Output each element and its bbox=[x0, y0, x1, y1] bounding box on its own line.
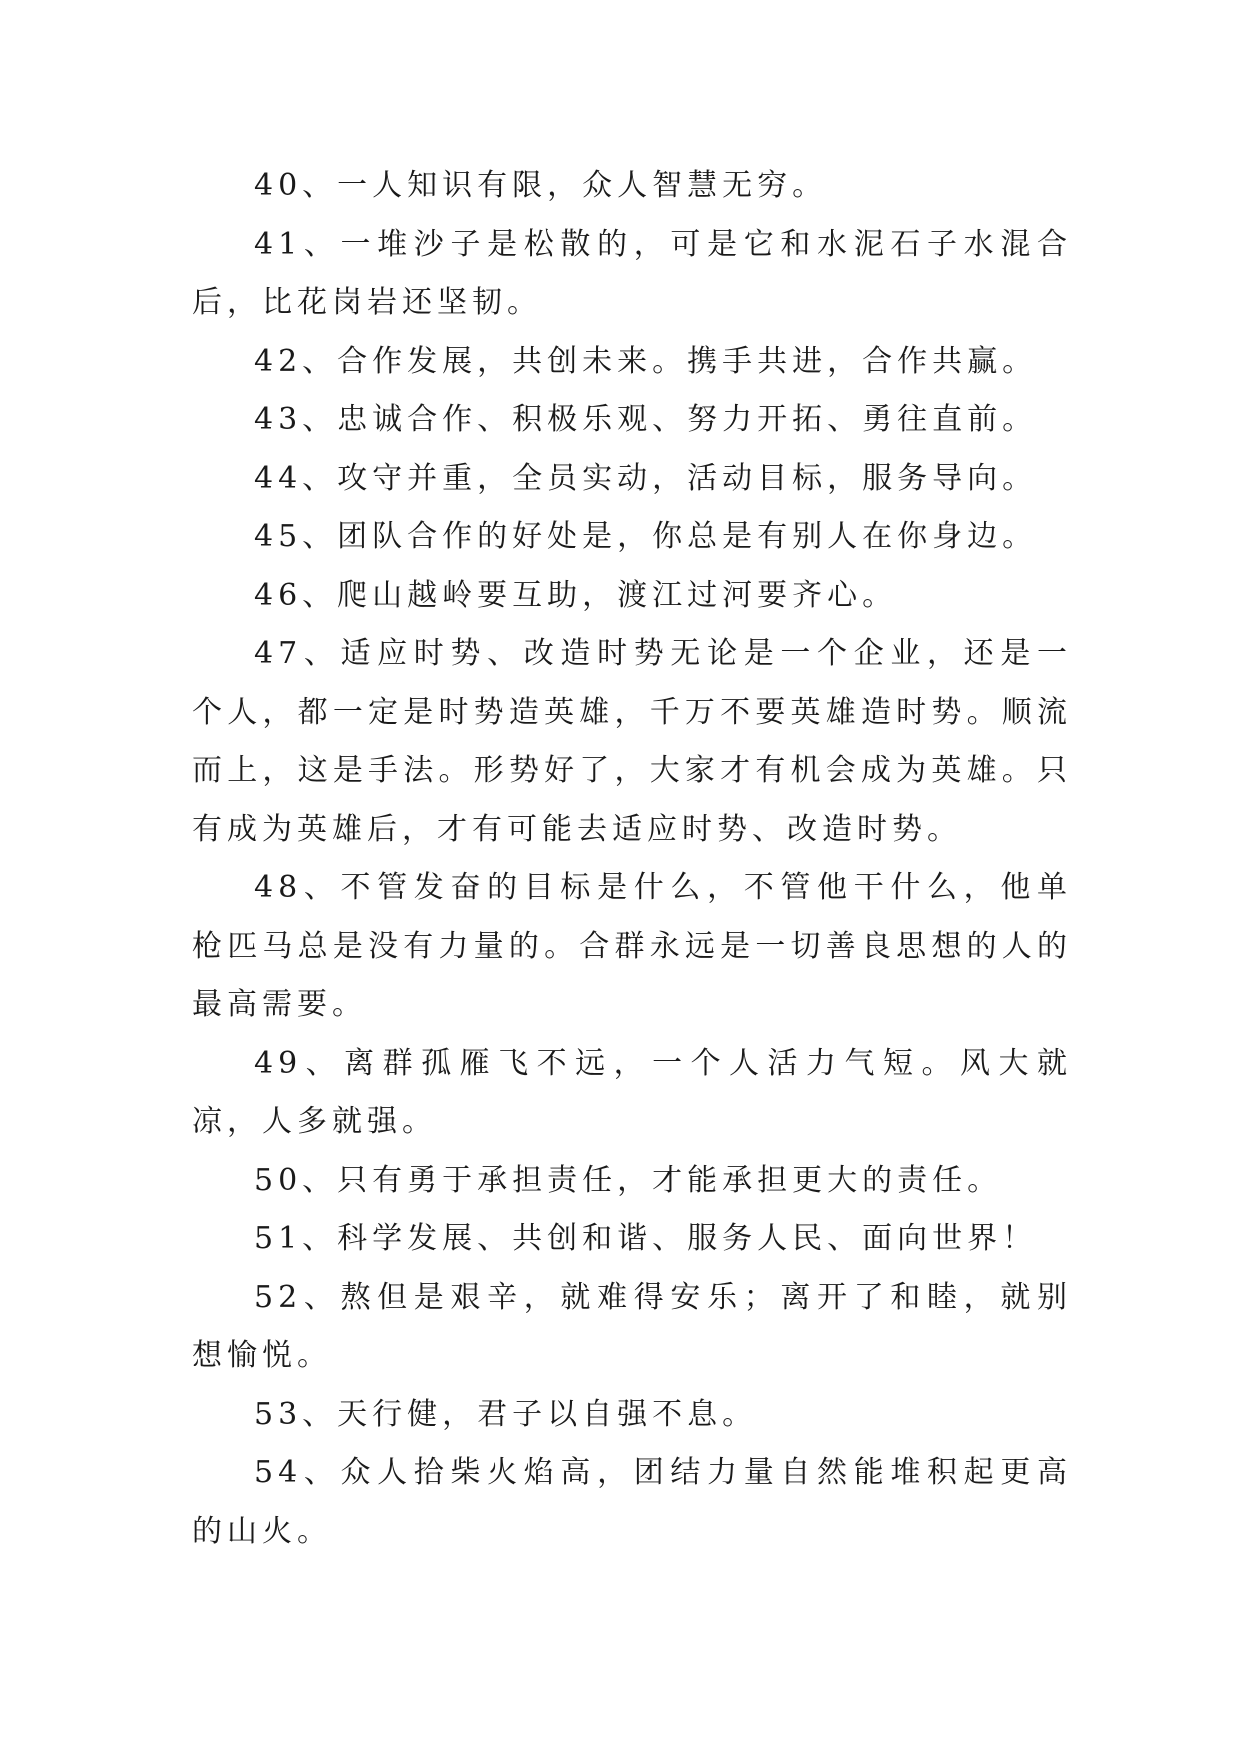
paragraph-46: 46、爬山越岭要互助，渡江过河要齐心。 bbox=[254, 577, 898, 613]
paragraph-42: 42、合作发展，共创未来。携手共进，合作共赢。 bbox=[254, 343, 1038, 379]
paragraph-50: 50、只有勇于承担责任，才能承担更大的责任。 bbox=[254, 1162, 1003, 1198]
paragraph-43: 43、忠诚合作、积极乐观、努力开拓、勇往直前。 bbox=[254, 402, 1038, 437]
paragraph-52: 52、熬但是艰辛，就难得安乐；离开了和睦，就别想愉悦。 bbox=[192, 1279, 1072, 1373]
document-body bbox=[192, 157, 1072, 1561]
paragraph-41: 41、一堆沙子是松散的，可是它和水泥石子水混合后，比花岗岩还坚韧。 bbox=[192, 226, 1072, 320]
paragraph-54: 54、众人拾柴火焰高，团结力量自然能堆积起更高的山火。 bbox=[192, 1455, 1072, 1549]
paragraph-44: 44、攻守并重，全员实动，活动目标，服务导向。 bbox=[254, 460, 1038, 496]
paragraph-47: 47、适应时势、改造时势无论是一个企业，还是一个人，都一定是时势造英雄，千万不要英雄造时势。顺流而上，这是手法。形势好了，大家才有机会成为英雄。只有成为英雄后，才有可能去适应时势、改造时势。 bbox=[192, 636, 1072, 847]
paragraph-40: 40、一人知识有限，众人智慧无穷。 bbox=[254, 168, 828, 203]
paragraph-48: 48、不管发奋的目标是什么，不管他干什么，他单枪匹马总是没有力量的。合群永远是一切善良思想的人的最高需要。 bbox=[192, 870, 1072, 1022]
paragraph-45: 45、团队合作的好处是，你总是有别人在你身边。 bbox=[254, 519, 1038, 554]
paragraph-53: 53、天行健，君子以自强不息。 bbox=[254, 1396, 758, 1432]
paragraph-49: 49、离群孤雁飞不远，一个人活力气短。风大就凉，人多就强。 bbox=[192, 1045, 1072, 1139]
paragraph-51: 51、科学发展、共创和谐、服务人民、面向世界！ bbox=[254, 1221, 1038, 1256]
